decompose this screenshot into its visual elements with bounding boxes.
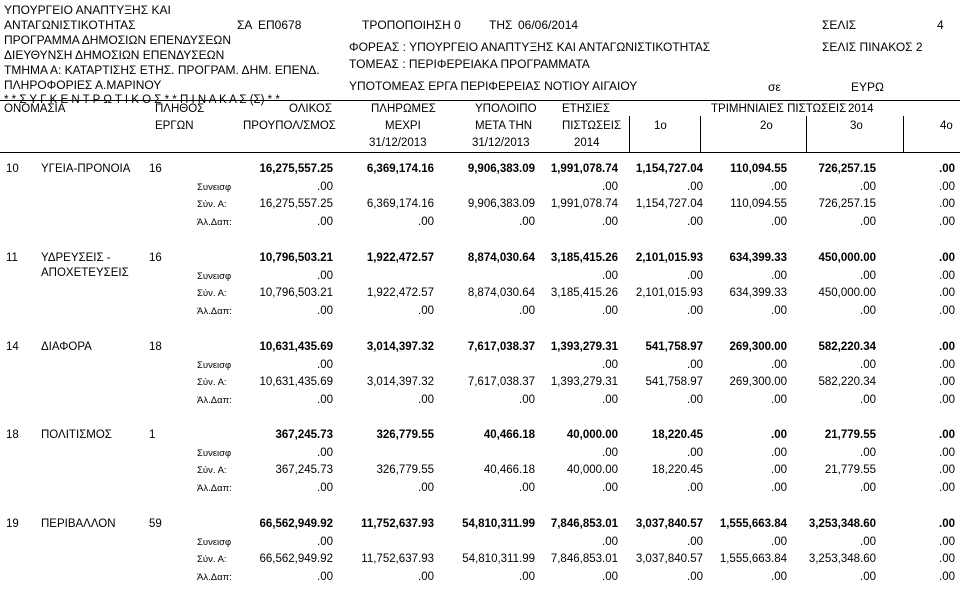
group-project-count: 18 xyxy=(149,341,162,353)
sub-row-cell: .00 xyxy=(939,269,955,282)
sub-row-cell: .00 xyxy=(860,180,876,193)
group-total-cell: 40,000.00 xyxy=(566,429,618,441)
sub-row-cell: .00 xyxy=(771,215,787,228)
sub-row-cell: .00 xyxy=(771,180,787,193)
quarter-divider-1 xyxy=(629,116,630,152)
sub-row-cell: .00 xyxy=(418,570,434,583)
header-bottom-rule xyxy=(0,152,960,153)
col-pliromes: ΠΛΗΡΩΜΕΣ xyxy=(371,103,436,115)
sub-row-cell: .00 xyxy=(687,304,703,317)
modification-label: ΤΡΟΠΟΠΟΙΗΣΗ 0 xyxy=(362,18,461,32)
sub-row-cell: 9,906,383.09 xyxy=(467,198,535,210)
sub-row-cell: 2,101,015.93 xyxy=(635,287,703,299)
group-total-cell: 10,631,435.69 xyxy=(259,341,333,353)
sub-row-cell: .00 xyxy=(939,180,955,193)
group-total-cell: 1,393,279.31 xyxy=(550,341,618,353)
ypotomeas-line: ΥΠΟΤΟΜΕΑΣ ΕΡΓΑ ΠΕΡΙΦΕΡΕΙΑΣ ΝΟΤΙΟΥ ΑΙΓΑΙΟΥ xyxy=(349,79,638,93)
group-total-cell: .00 xyxy=(939,518,955,530)
group-total-cell: 269,300.00 xyxy=(729,341,787,353)
sub-row-cell: .00 xyxy=(939,358,955,371)
sub-row-cell: 1,555,663.84 xyxy=(719,553,787,565)
sub-row-label: Συνεισφ xyxy=(197,270,232,282)
sub-row-cell: .00 xyxy=(317,358,333,371)
sub-row-cell: 269,300.00 xyxy=(729,376,787,388)
sub-row-cell: .00 xyxy=(860,304,876,317)
info-line: ΠΛΗΡΟΦΟΡΙΕΣ Α.ΜΑΡΙΝΟΥ xyxy=(4,78,162,92)
sub-row-cell: .00 xyxy=(519,393,535,406)
sub-row-cell: .00 xyxy=(602,446,618,459)
sub-row-cell: .00 xyxy=(939,553,955,565)
sub-row-cell: .00 xyxy=(860,481,876,494)
group-total-cell: 9,906,383.09 xyxy=(467,163,535,175)
sub-row-cell: .00 xyxy=(317,180,333,193)
group-total-cell: 3,014,397.32 xyxy=(366,341,434,353)
sub-row-cell: .00 xyxy=(939,481,955,494)
sa-label: ΣΑ xyxy=(237,18,253,32)
sub-row-label: Συνεισφ xyxy=(197,359,232,371)
sub-row-cell: .00 xyxy=(602,393,618,406)
sub-row-cell: 1,991,078.74 xyxy=(550,198,618,210)
sub-row-cell: .00 xyxy=(317,446,333,459)
col-onomasia: ΟΝΟΜΑΣΙΑ xyxy=(4,103,66,115)
sub-row-cell: .00 xyxy=(860,446,876,459)
sub-row-cell: 10,631,435.69 xyxy=(259,376,333,388)
sub-row-cell: 11,752,637.93 xyxy=(361,553,434,565)
sub-row-cell: .00 xyxy=(519,215,535,228)
group-name-line-2: ΑΠΟΧΕΤΕΥΣΕΙΣ xyxy=(41,267,129,279)
department-line: ΤΜΗΜΑ Α: ΚΑΤΑΡΤΙΣΗΣ ΕΤΗΣ. ΠΡΟΓΡΑΜ. ΔΗΜ. ΕΠΕΝΔ. xyxy=(4,63,320,77)
sub-row-cell: .00 xyxy=(860,269,876,282)
sub-row-cell: 582,220.34 xyxy=(818,376,876,388)
group-total-cell: 1,555,663.84 xyxy=(719,518,787,530)
group-total-cell: 1,991,078.74 xyxy=(550,163,618,175)
sub-row-cell: .00 xyxy=(771,446,787,459)
sub-row-cell: .00 xyxy=(602,570,618,583)
group-total-cell: 11,752,637.93 xyxy=(361,518,434,530)
group-total-cell: 3,185,415.26 xyxy=(550,252,618,264)
sub-row-cell: .00 xyxy=(687,446,703,459)
sub-row-cell: .00 xyxy=(860,215,876,228)
sub-row-cell: .00 xyxy=(771,358,787,371)
group-total-cell: 21,779.55 xyxy=(824,429,876,441)
group-name: ΠΕΡΙΒΑΛΛΟΝ xyxy=(41,518,116,530)
sub-row-cell: 3,185,415.26 xyxy=(550,287,618,299)
sub-row-label: Σύν. Α: xyxy=(197,288,227,299)
col-q3: 3ο xyxy=(850,120,863,132)
sub-row-label: Άλ.Δαπ: xyxy=(197,394,232,406)
group-total-cell: 367,245.73 xyxy=(275,429,333,441)
sub-row-cell: 40,000.00 xyxy=(566,464,618,476)
group-total-cell: 2,101,015.93 xyxy=(635,252,703,264)
quarter-divider-2 xyxy=(700,116,701,152)
col-pliromes-date: 31/12/2013 xyxy=(369,137,427,149)
col-triminiaies-year: 2014 xyxy=(848,103,874,115)
sub-row-cell: .00 xyxy=(771,481,787,494)
group-total-cell: 16,275,557.25 xyxy=(259,163,333,175)
sub-row-cell: 7,617,038.37 xyxy=(467,376,535,388)
sub-row-cell: .00 xyxy=(860,358,876,371)
sub-row-cell: 326,779.55 xyxy=(376,464,434,476)
sub-row-cell: .00 xyxy=(317,570,333,583)
group-total-cell: 18,220.45 xyxy=(651,429,703,441)
group-total-cell: 7,617,038.37 xyxy=(467,341,535,353)
group-project-count: 1 xyxy=(149,429,156,441)
sub-row-label: Σύν. Α: xyxy=(197,377,227,388)
sub-row-label: Σύν. Α: xyxy=(197,199,227,210)
sub-row-label: Σύν. Α: xyxy=(197,554,227,565)
group-total-cell: 110,094.55 xyxy=(730,163,787,175)
table-page-label: ΣΕΛΙΣ ΠΙΝΑΚΟΣ 2 xyxy=(822,40,923,54)
group-name: ΠΟΛΙΤΙΣΜΟΣ xyxy=(41,429,112,441)
sub-row-cell: .00 xyxy=(860,393,876,406)
group-total-cell: 541,758.97 xyxy=(645,341,703,353)
sub-row-cell: .00 xyxy=(317,393,333,406)
group-total-cell: 54,810,311.99 xyxy=(462,518,535,530)
sub-row-cell: .00 xyxy=(687,215,703,228)
sub-row-label: Συνεισφ xyxy=(197,536,232,548)
sub-row-cell: 8,874,030.64 xyxy=(467,287,535,299)
sub-row-cell: .00 xyxy=(602,180,618,193)
sub-row-cell: .00 xyxy=(687,180,703,193)
ministry-line-1: ΥΠΟΥΡΓΕΙΟ ΑΝΑΠΤΥΞΗΣ ΚΑΙ xyxy=(4,3,171,17)
sub-row-cell: .00 xyxy=(771,393,787,406)
sub-row-cell: 1,154,727.04 xyxy=(635,198,703,210)
sub-row-cell: .00 xyxy=(687,269,703,282)
sub-row-cell: 7,846,853.01 xyxy=(550,553,618,565)
sub-row-cell: .00 xyxy=(602,269,618,282)
col-ypoloipo: ΥΠΟΛΟΙΠΟ xyxy=(475,103,537,115)
group-total-cell: 66,562,949.92 xyxy=(259,518,333,530)
group-total-cell: 634,399.33 xyxy=(729,252,787,264)
sub-row-cell: 54,810,311.99 xyxy=(462,553,535,565)
group-code: 10 xyxy=(6,163,19,175)
tomeas-line: ΤΟΜΕΑΣ : ΠΕΡΙΦΕΡΕΙΑΚΑ ΠΡΟΓΡΑΜΜΑΤΑ xyxy=(349,57,590,71)
sub-row-cell: .00 xyxy=(317,269,333,282)
col-olikos: ΟΛΙΚΟΣ xyxy=(289,103,332,115)
foreas-line: ΦΟΡΕΑΣ : ΥΠΟΥΡΓΕΙΟ ΑΝΑΠΤΥΞΗΣ ΚΑΙ ΑΝΤΑΓΩΝΙΣΤΙΚΟΤΗΤΑΣ xyxy=(349,40,711,54)
group-total-cell: 6,369,174.16 xyxy=(366,163,434,175)
sub-row-cell: .00 xyxy=(939,570,955,583)
sub-row-cell: .00 xyxy=(939,198,955,210)
page-label: ΣΕΛΙΣ xyxy=(822,18,857,32)
sub-row-cell: 1,393,279.31 xyxy=(550,376,618,388)
sub-row-cell: .00 xyxy=(939,535,955,548)
group-total-cell: 450,000.00 xyxy=(818,252,876,264)
page-number: 4 xyxy=(937,18,944,32)
document-date: 06/06/2014 xyxy=(518,18,579,32)
sub-row-cell: .00 xyxy=(939,304,955,317)
summary-title: * * Σ Υ Γ Κ Ε Ν Τ Ρ Ω Τ Ι Κ Ο Σ * * Π Ι Ν Α Κ Α Σ (Σ) * * xyxy=(4,94,280,106)
sub-row-label: Άλ.Δαπ: xyxy=(197,571,232,583)
group-name: ΥΓΕΙΑ-ΠΡΟΝΟΙΑ xyxy=(41,163,131,175)
sub-row-cell: 541,758.97 xyxy=(645,376,703,388)
group-total-cell: 1,922,472.57 xyxy=(366,252,434,264)
sub-row-cell: .00 xyxy=(860,535,876,548)
group-code: 18 xyxy=(6,429,19,441)
sub-row-cell: .00 xyxy=(771,304,787,317)
sub-row-cell: 726,257.15 xyxy=(818,198,876,210)
quarter-divider-3 xyxy=(806,116,807,152)
sub-row-cell: 110,094.55 xyxy=(730,198,787,210)
sub-row-cell: .00 xyxy=(317,535,333,548)
col-proypologismos: ΠΡΟΥΠΟΛ/ΣΜΟΣ xyxy=(243,120,336,132)
sub-row-cell: .00 xyxy=(317,481,333,494)
sub-row-cell: .00 xyxy=(771,570,787,583)
unit-se: σε xyxy=(768,80,781,94)
col-triminiaies: ΤΡΙΜΗΝΙΑΙΕΣ ΠΙΣΤΩΣΕΙΣ xyxy=(711,103,847,115)
sub-row-cell: .00 xyxy=(602,535,618,548)
col-ypoloipo-date: 31/12/2013 xyxy=(472,137,530,149)
sub-row-label: Συνεισφ xyxy=(197,181,232,193)
col-eties-year: 2014 xyxy=(574,137,600,149)
sub-row-label: Άλ.Δαπ: xyxy=(197,305,232,317)
group-total-cell: 326,779.55 xyxy=(376,429,434,441)
group-total-cell: .00 xyxy=(939,252,955,264)
sub-row-cell: .00 xyxy=(939,376,955,388)
sub-row-cell: .00 xyxy=(939,393,955,406)
group-total-cell: 10,796,503.21 xyxy=(259,252,333,264)
header-top-rule xyxy=(0,100,960,101)
sub-row-cell: .00 xyxy=(317,215,333,228)
sub-row-label: Σύν. Α: xyxy=(197,465,227,476)
sub-row-cell: 1,922,472.57 xyxy=(366,287,434,299)
sub-row-cell: .00 xyxy=(687,358,703,371)
sub-row-label: Άλ.Δαπ: xyxy=(197,482,232,494)
sub-row-cell: .00 xyxy=(519,570,535,583)
sub-row-cell: .00 xyxy=(418,393,434,406)
group-total-cell: 3,037,840.57 xyxy=(635,518,703,530)
sub-row-cell: 3,253,348.60 xyxy=(808,553,876,565)
group-total-cell: .00 xyxy=(771,429,787,441)
col-pistoseis: ΠΙΣΤΩΣΕΙΣ xyxy=(562,120,622,132)
sub-row-cell: 10,796,503.21 xyxy=(259,287,333,299)
group-name: ΔΙΑΦΟΡΑ xyxy=(41,341,92,353)
sub-row-cell: .00 xyxy=(418,215,434,228)
sub-row-cell: 3,037,840.57 xyxy=(635,553,703,565)
sub-row-cell: .00 xyxy=(519,481,535,494)
unit-euro: ΕΥΡΩ xyxy=(851,80,884,94)
sub-row-cell: 16,275,557.25 xyxy=(259,198,333,210)
sub-row-cell: 66,562,949.92 xyxy=(259,553,333,565)
sub-row-cell: 40,466.18 xyxy=(483,464,535,476)
sub-row-cell: .00 xyxy=(687,535,703,548)
sub-row-cell: .00 xyxy=(860,570,876,583)
sub-row-cell: 634,399.33 xyxy=(729,287,787,299)
sub-row-cell: 6,369,174.16 xyxy=(366,198,434,210)
sub-row-cell: .00 xyxy=(519,304,535,317)
sa-code: ΕΠ0678 xyxy=(258,18,302,32)
col-eties: ΕΤΗΣΙΕΣ xyxy=(562,103,611,115)
sub-row-cell: .00 xyxy=(418,304,434,317)
sub-row-cell: 450,000.00 xyxy=(818,287,876,299)
col-ergon: ΕΡΓΩΝ xyxy=(155,120,194,132)
sub-row-cell: 21,779.55 xyxy=(824,464,876,476)
group-total-cell: .00 xyxy=(939,163,955,175)
sub-row-label: Άλ.Δαπ: xyxy=(197,216,232,228)
group-total-cell: .00 xyxy=(939,429,955,441)
sub-row-cell: .00 xyxy=(317,304,333,317)
group-total-cell: 40,466.18 xyxy=(483,429,535,441)
sub-row-cell: .00 xyxy=(687,481,703,494)
col-q4: 4ο xyxy=(940,120,953,132)
group-total-cell: 3,253,348.60 xyxy=(808,518,876,530)
group-total-cell: 726,257.15 xyxy=(818,163,876,175)
col-mexri: ΜΕΧΡΙ xyxy=(385,120,421,132)
group-code: 14 xyxy=(6,341,19,353)
group-total-cell: 1,154,727.04 xyxy=(635,163,703,175)
sub-row-cell: .00 xyxy=(687,570,703,583)
col-q1: 1ο xyxy=(654,120,667,132)
sub-row-label: Συνεισφ xyxy=(197,447,232,459)
group-total-cell: 582,220.34 xyxy=(818,341,876,353)
sub-row-cell: .00 xyxy=(602,215,618,228)
col-q2: 2ο xyxy=(760,120,773,132)
sub-row-cell: .00 xyxy=(687,393,703,406)
group-code: 11 xyxy=(6,252,18,264)
sub-row-cell: .00 xyxy=(418,481,434,494)
group-total-cell: .00 xyxy=(939,341,955,353)
directorate-line: ΔΙΕΥΘΥΝΣΗ ΔΗΜΟΣΙΩΝ ΕΠΕΝΔΥΣΕΩΝ xyxy=(4,48,225,62)
col-plithos: ΠΛΗΘΟΣ xyxy=(155,103,205,115)
sub-row-cell: .00 xyxy=(771,269,787,282)
sub-row-cell: 367,245.73 xyxy=(275,464,333,476)
sub-row-cell: .00 xyxy=(939,446,955,459)
date-label: ΤΗΣ xyxy=(489,18,513,32)
sub-row-cell: .00 xyxy=(602,481,618,494)
sub-row-cell: .00 xyxy=(602,358,618,371)
group-total-cell: 8,874,030.64 xyxy=(467,252,535,264)
sub-row-cell: 18,220.45 xyxy=(651,464,703,476)
sub-row-cell: .00 xyxy=(771,464,787,476)
sub-row-cell: .00 xyxy=(602,304,618,317)
sub-row-cell: .00 xyxy=(939,464,955,476)
sub-row-cell: .00 xyxy=(939,287,955,299)
ministry-line-2: ΑΝΤΑΓΩΝΙΣΤΙΚΟΤΗΤΑΣ xyxy=(4,18,136,32)
sub-row-cell: 3,014,397.32 xyxy=(366,376,434,388)
group-project-count: 16 xyxy=(149,163,162,175)
group-total-cell: 7,846,853.01 xyxy=(550,518,618,530)
group-code: 19 xyxy=(6,518,19,530)
sub-row-cell: .00 xyxy=(939,215,955,228)
group-name: ΥΔΡΕΥΣΕΙΣ - xyxy=(41,252,111,264)
group-project-count: 59 xyxy=(149,518,162,530)
sub-row-cell: .00 xyxy=(771,535,787,548)
group-project-count: 16 xyxy=(149,252,162,264)
quarter-divider-4 xyxy=(903,116,904,152)
program-line: ΠΡΟΓΡΑΜΜΑ ΔΗΜΟΣΙΩΝ ΕΠΕΝΔΥΣΕΩΝ xyxy=(4,33,231,47)
col-meta-tin: ΜΕΤΑ ΤΗΝ xyxy=(475,120,533,132)
